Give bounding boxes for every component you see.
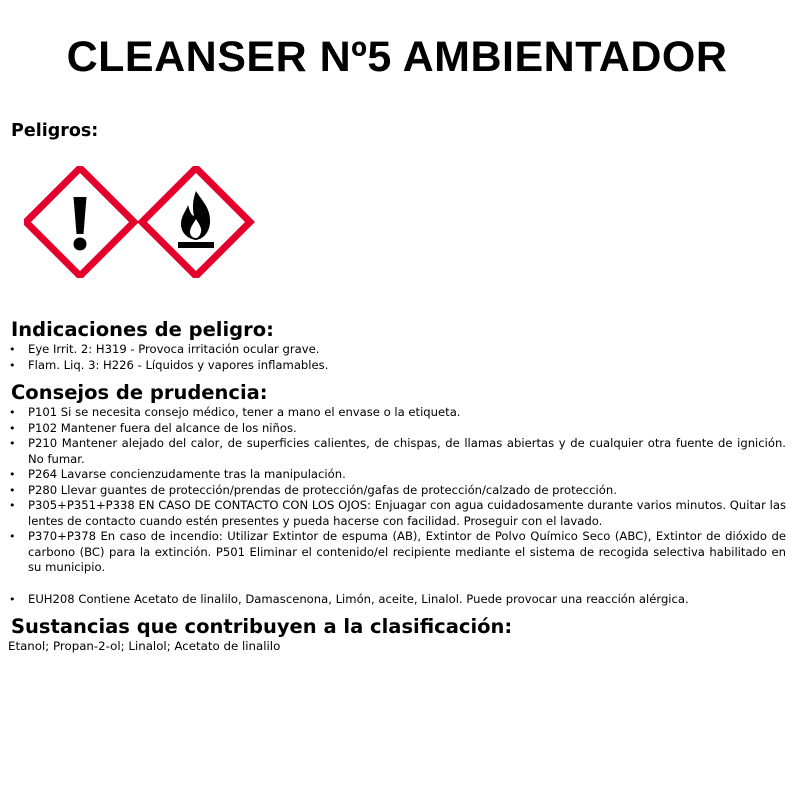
list-item: • P370+P378 En caso de incendio: Utilizar Extintor de espuma (AB), Extintor de Polvo Químico Seco (ABC), Extintor de dióxido de carbono (BC) para la extinción. P501 Eliminar el contenido/el recipiente mediante el sistema de recogida selectiva habilitado en su municipio. (8, 529, 786, 576)
classification-substances-heading: Sustancias que contribuyen a la clasificación: (11, 615, 513, 638)
classification-substances-text: Etanol; Propan-2-ol; Linalol; Acetato de linalilo (8, 639, 281, 653)
hazard-statements-heading: Indicaciones de peligro: (11, 318, 274, 341)
pictograms-svg (24, 166, 256, 278)
exclamation-mark-pictogram (26, 168, 134, 276)
list-item: • P101 Si se necesita consejo médico, tener a mano el envase o la etiqueta. (8, 405, 786, 421)
hazard-pictograms (24, 166, 256, 278)
list-item: • P280 Llevar guantes de protección/prendas de protección/gafas de protección/calzado de protección. (8, 483, 786, 499)
main-content (8, 318, 786, 654)
list-item: • Flam. Liq. 3: H226 - Líquidos y vapores inflamables. (8, 358, 786, 374)
page-title: CLEANSER Nº5 AMBIENTADOR (66, 33, 728, 81)
hazard-statements-list (8, 342, 786, 373)
list-item: • P305+P351+P338 EN CASO DE CONTACTO CON LOS OJOS: Enjuagar con agua cuidadosamente durante varios minutos. Quitar las lentes de contacto cuando estén presentes y pueda hacerse con facilidad. Proseguir con el lavado. (8, 498, 786, 529)
list-item: • P264 Lavarse concienzudamente tras la manipulación. (8, 467, 786, 483)
list-item: • Eye Irrit. 2: H319 - Provoca irritación ocular grave. (8, 342, 786, 358)
list-item: • EUH208 Contiene Acetato de linalilo, Damascenona, Limón, aceite, Linalol. Puede provocar una reacción alérgica. (8, 592, 786, 608)
precautionary-statements-list (8, 405, 786, 607)
hazards-heading: Peligros: (11, 121, 99, 141)
flame-pictogram (142, 168, 250, 276)
precautionary-statements-heading: Consejos de prudencia: (11, 381, 268, 404)
list-item: • P102 Mantener fuera del alcance de los niños. (8, 421, 786, 437)
list-item: • P210 Mantener alejado del calor, de superficies calientes, de chispas, de llamas abiertas y de cualquier otra fuente de ignición. No fumar. (8, 436, 786, 467)
